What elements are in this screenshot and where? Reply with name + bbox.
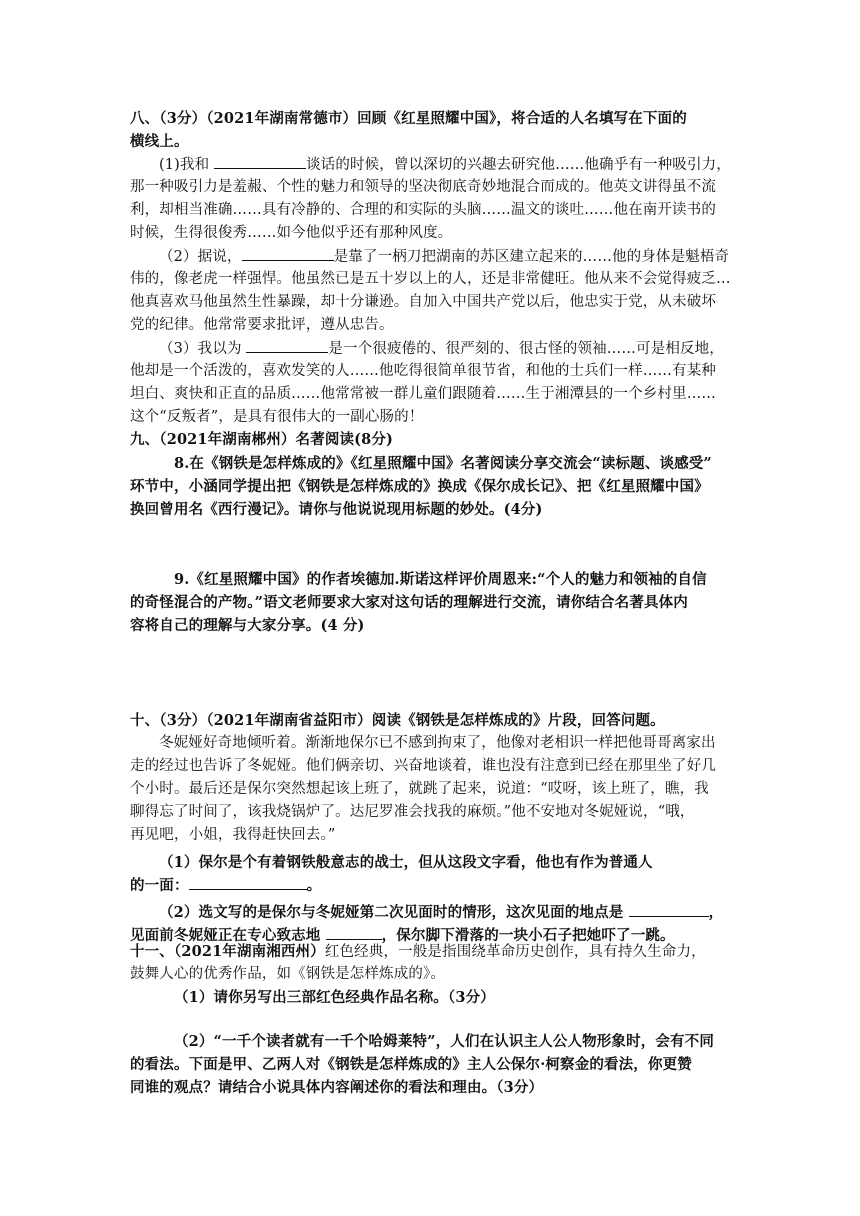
q10-sub2-line-2-prefix: 见面前冬妮娅正在专心致志地 bbox=[130, 927, 326, 944]
item-8-line-2: 环节中，小涵同学提出把《钢铁是怎样炼成的》换成《保尔成长记》、把《红星照耀中国》 bbox=[130, 478, 709, 495]
q11-sub2-line-1: （2）“一千个读者就有一千个哈姆莱特”，人们在认识主人公人物形象时，会有不同 bbox=[174, 1033, 714, 1050]
item-9-line-2: 的奇怪混合的产物。”语文老师要求大家对这句话的理解进行交流，请你结合名著具体内 bbox=[130, 594, 688, 611]
q10-sub1-end: 。 bbox=[306, 877, 322, 894]
answer-blank-5[interactable] bbox=[629, 901, 709, 917]
question-9-heading: 九、（2021年湖南郴州）名著阅读(8分) bbox=[130, 431, 394, 448]
question-11-heading-label: 十一、（2021年湖南湘西州） bbox=[130, 943, 325, 960]
item-8-line-3: 换回曾用名《西行漫记》。请你与他说说现用标题的妙处。(4分) bbox=[130, 501, 543, 518]
q10-sub2-comma: ， bbox=[708, 904, 724, 921]
paragraph-1-prefix: (1)我和 bbox=[159, 157, 215, 173]
q10-sub2-line-1 bbox=[130, 901, 740, 924]
passage-line-3: 个小时。最后还是保尔突然想起该上班了，就跳了起来，说道：“哎呀，该上班了，瞧，我 bbox=[130, 781, 709, 797]
paragraph-3-line-1 bbox=[130, 337, 740, 360]
paragraph-3-line-3: 坦白、爽快和正直的品质……他常常被一群儿童们跟随着……生于湘潭县的一个乡村里…… bbox=[130, 386, 716, 402]
paragraph-3-line-4: 这个“反叛者”，是具有很伟大的一副心肠的！ bbox=[130, 409, 424, 425]
question-11-heading-line-1 bbox=[130, 940, 740, 963]
passage-line-4: 聊得忘了时间了，该我烧锅炉了。达尼罗准会找我的麻烦。”他不安地对冬妮娅说，“哦， bbox=[130, 804, 695, 820]
q11-sub1: （1）请你另写出三部红色经典作品名称。（3分） bbox=[174, 989, 495, 1006]
paragraph-3-line-2: 他却是一个活泼的，喜欢发笑的人……他吃得很简单很节省，和他的士兵们一样……有某种 bbox=[130, 363, 716, 379]
question-11-heading-text: 红色经典，一般是指围绕革命历史创作，具有持久生命力， bbox=[324, 944, 706, 960]
answer-blank-1[interactable] bbox=[214, 153, 306, 169]
paragraph-2-line-3: 他真喜欢马他虽然生性暴躁，却十分谦逊。自加入中国共产党以后，他忠实于党，从未破坏 bbox=[130, 294, 716, 310]
question-10-heading: 十、（3分）（2021年湖南省益阳市）阅读《钢铁是怎样炼成的》片段，回答问题。 bbox=[130, 712, 665, 729]
paragraph-2-line-2: 伟的，像老虎一样强悍。他虽然已是五十岁以上的人，还是非常健旺。他从来不会觉得疲乏… bbox=[130, 271, 731, 287]
paragraph-1-line-1 bbox=[130, 153, 740, 176]
paragraph-1-line-2: 那一种吸引力是羞赧、个性的魅力和领导的坚决彻底奇妙地混合而成的。他英文讲得虽不流 bbox=[130, 179, 716, 195]
item-9 bbox=[130, 568, 740, 637]
paragraph-3-rest: 是一个很疲倦的、很严刻的、很古怪的领袖……可是相反地， bbox=[328, 341, 724, 357]
passage-line-1: 冬妮娅好奇地倾听着。渐渐地保尔已不感到拘束了，他像对老相识一样把他哥哥离家出 bbox=[159, 735, 716, 751]
passage-line-5: 再见吧，小姐，我得赶快回去。” bbox=[130, 827, 336, 843]
passage-line-2: 走的经过也告诉了冬妮娅。他们俩亲切、兴奋地谈着，谁也没有注意到已经在那里坐了好几 bbox=[130, 758, 716, 774]
q11-sub2-line-2: 的看法。下面是甲、乙两人对《钢铁是怎样炼成的》主人公保尔·柯察金的看法，你更赞 bbox=[130, 1056, 692, 1073]
question-11-heading-line-2: 鼓舞人心的优秀作品，如《钢铁是怎样炼成的》。 bbox=[130, 966, 446, 982]
item-9-line-3: 容将自己的理解与大家分享。(4 分) bbox=[130, 617, 365, 634]
question-8-heading-line-1: 八、（3分）（2021年湖南常德市）回顾《红星照耀中国》，将合适的人名填写在下面的 bbox=[130, 110, 687, 127]
answer-blank-6[interactable] bbox=[326, 924, 382, 940]
item-9-line-1: 9.《红星照耀中国》的作者埃德加.斯诺这样评价周恩来:“个人的魅力和领袖的自信 bbox=[174, 571, 707, 588]
q10-sub1-line-2 bbox=[130, 874, 740, 897]
answer-blank-2[interactable] bbox=[242, 245, 334, 261]
paragraph-1-line-4: 时候，生得很俊秀……如今他似乎还有那种风度。 bbox=[130, 225, 453, 241]
question-11 bbox=[130, 940, 740, 1099]
q10-sub2-line-2-rest: ，保尔脚下滑落的一块小石子把她吓了一跳。 bbox=[381, 927, 675, 944]
q11-sub2-line-3: 同谁的观点？请结合小说具体内容阐述你的看法和理由。（3分） bbox=[130, 1079, 544, 1096]
question-8-heading-line-2: 横线上。 bbox=[130, 133, 189, 150]
q10-sub2-prefix: （2）选文写的是保尔与冬妮娅第二次见面时的情形，这次见面的地点是 bbox=[159, 904, 629, 921]
question-9 bbox=[130, 428, 740, 521]
paragraph-2-prefix: （2）据说， bbox=[159, 249, 242, 265]
q10-sub1-line-1: （1）保尔是个有着钢铁般意志的战士，但从这段文字看，他也有作为普通人 bbox=[159, 854, 653, 871]
answer-blank-3[interactable] bbox=[246, 337, 328, 353]
paragraph-1-line-3: 利，却相当准确……具有冷静的、合理的和实际的头脑……温文的谈吐……他在南开读书的 bbox=[130, 202, 716, 218]
paragraph-1-rest: 谈话的时候，曾以深切的兴趣去研究他……他确乎有一种吸引力， bbox=[306, 157, 731, 173]
item-8-line-1: 8.在《钢铁是怎样炼成的》《红星照耀中国》名著阅读分享交流会“读标题、谈感受” bbox=[174, 455, 712, 472]
question-8 bbox=[130, 107, 740, 429]
paragraph-3-prefix: （3）我以为 bbox=[159, 341, 247, 357]
paragraph-2-rest: 是靠了一柄刀把湖南的苏区建立起来的……他的身体是魁梧奇 bbox=[333, 249, 730, 265]
answer-blank-4[interactable] bbox=[189, 874, 307, 890]
question-10 bbox=[130, 709, 740, 947]
paragraph-2-line-4: 党的纪律。他常常要求批评，遵从忠告。 bbox=[130, 317, 394, 333]
q10-sub1-prefix: 的一面： bbox=[130, 877, 189, 894]
paragraph-2-line-1 bbox=[130, 245, 740, 268]
